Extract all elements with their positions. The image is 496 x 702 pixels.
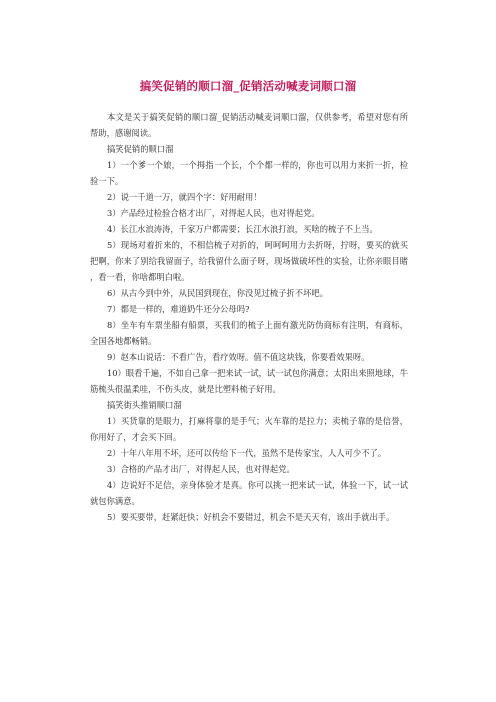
list-item: 5）要买要带，赶紧赶快；好机会不要错过，机会不是天天有，该出手就出手。 <box>107 512 395 522</box>
list-item: 3）产品经过检验合格才出厂，对得起人民，也对得起党。 <box>107 208 320 218</box>
list-item: 1）买货靠的是眼力，打麻将靠的是手气；火车靠的是拉力；卖梳子靠的是信誉，你用好了，才会买下回。 <box>90 416 408 442</box>
list-item: 2）说一千道一万，就四个字：好用耐用！ <box>107 192 262 202</box>
list-item: 1）一个爹一个娘，一个拇指一个长，个个都一样的，你也可以用力来折一折，检验一下。 <box>90 160 408 186</box>
intro-paragraph: 本文是关于搞笑促销的顺口溜_促销活动喊麦词顺口溜，仅供参考，希望对您有所帮助，感谢阅读。 <box>90 112 408 138</box>
list-item: 6）从古今到中外，从民国到现在，你没见过梳子折不坏吧。 <box>107 288 328 298</box>
list-item: 5）现场对着折来的，不相信梳子对折的，呵呵呵用力去折呀，拧呀，要买的就买把啊，你来了别给我留面子，给我留什么面子呀，现场做破坏性的实验，让你亲眼目睹，看一看，你啥都明白啦。 <box>90 240 408 282</box>
list-item: 4）边说好不足信，亲身体验才是真。你可以挑一把来试一试，体验一下，试一试就包你满意。 <box>90 480 408 506</box>
list-item: 3）合格的产品才出厂，对得起人民，也对得起党。 <box>107 464 295 474</box>
list-item: 8）坐车有车票坐船有船票，买我们的梳子上面有激光防伪商标有注明，有商标，全国各地都畅销。 <box>90 320 408 346</box>
list-item: 7）都是一样的，难道奶牛还分公母吗? <box>107 304 250 314</box>
document-body <box>90 109 408 525</box>
list-item: 9）赵本山说话：不看广告，看疗效呀。值不值这块钱，你要看效果呀。 <box>107 352 370 362</box>
section-heading-promo: 搞笑促销的顺口溜 <box>107 144 174 154</box>
document-title: 搞笑促销的顺口溜_促销活动喊麦词顺口溜 <box>139 79 357 93</box>
list-item: 10）眼看千遍，不如自己拿一把来试一试，试一试包你满意；太阳出来照地球，牛筋梳头很温柔哇，不伤头皮，就是比塑料梳子好用。 <box>90 368 408 394</box>
list-item: 2）十年八年用不坏，还可以传给下一代，虽然不是传家宝，人人可少不了。 <box>107 448 387 458</box>
list-item: 4）长江水浪涛涛，千家万户都需要；长江水浪打浪，买啥的梳子不上当。 <box>107 224 378 234</box>
section-heading-street: 搞笑街头推销顺口溜 <box>107 400 182 410</box>
